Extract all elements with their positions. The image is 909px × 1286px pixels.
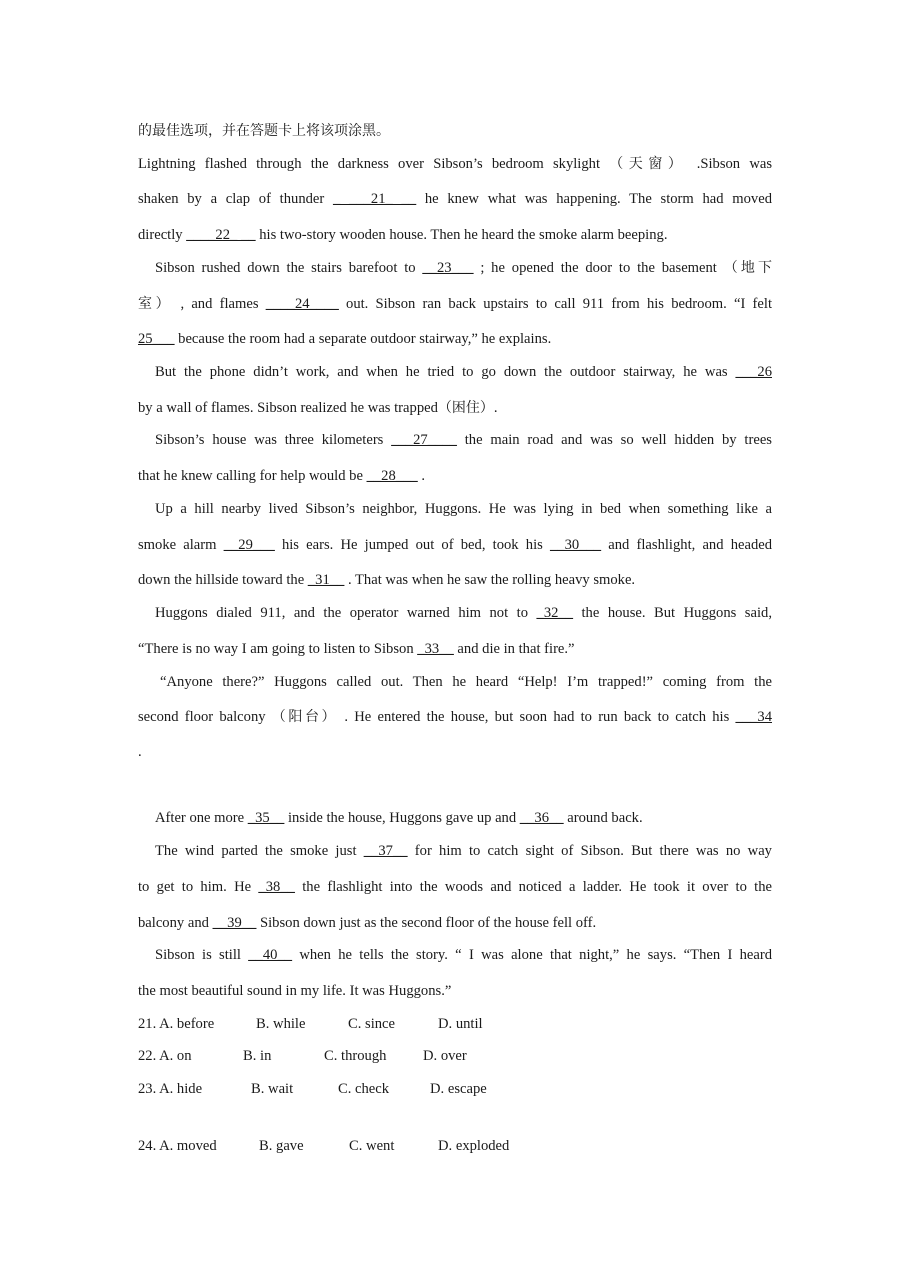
- text: But the phone didn’t work, and when he tried to go down the outdoor stairway, he was: [155, 364, 728, 380]
- text: because the room had a separate outdoor stairway,” he explains.: [178, 331, 552, 347]
- passage-line: [138, 913, 772, 933]
- text: Sibson is still: [155, 947, 241, 963]
- text: “Anyone there?” Huggons called out. Then he heard “Help! I’m trapped!” coming from the: [160, 674, 772, 690]
- text: he knew what was happening. The storm had moved: [424, 191, 772, 207]
- text: . That was when he saw the rolling heavy smoke.: [347, 572, 636, 588]
- blank-40: __40__: [248, 947, 293, 963]
- text: , and flames: [180, 296, 259, 312]
- blank-32: _32__: [536, 605, 573, 621]
- gloss: 室）: [138, 296, 174, 312]
- text: .Sibson was: [696, 156, 772, 172]
- passage-line: [155, 603, 772, 623]
- instruction-text: 的最佳选项，并在答题卡上将该项涂黑。: [138, 123, 390, 139]
- blank-39: __39__: [212, 915, 257, 931]
- option-d: D. over: [423, 1048, 467, 1064]
- passage-line: [138, 981, 772, 1001]
- blank-26: ___26: [735, 364, 772, 380]
- passage-line: [155, 841, 772, 861]
- blank-24: ____24____: [265, 296, 339, 312]
- text: .: [493, 400, 498, 416]
- passage-line: [138, 742, 772, 762]
- blank-30: __30___: [550, 537, 602, 553]
- option-a: 23. A. hide: [138, 1081, 203, 1097]
- passage-line: [138, 570, 772, 590]
- passage-line: [138, 154, 772, 174]
- text: .: [138, 744, 142, 760]
- blank-33: _33__: [417, 641, 454, 657]
- text: Lightning flashed through the darkness over Sibson’s bedroom skylight: [138, 156, 601, 172]
- blank-22: ____22_ __: [186, 227, 256, 243]
- passage-line: [138, 535, 772, 555]
- option-d: D. until: [438, 1016, 483, 1032]
- gloss: （困住）: [437, 400, 494, 416]
- passage-line: [138, 225, 772, 245]
- text: that he knew calling for help would be: [138, 468, 363, 484]
- blank-34: ___34: [735, 709, 772, 725]
- passage-line: [155, 430, 772, 450]
- text: his ears. He jumped out of bed, took his: [281, 537, 543, 553]
- text: Huggons dialed 911, and the operator warned him not to: [155, 605, 529, 621]
- option-b: B. in: [243, 1048, 272, 1064]
- text: shaken by a clap of thunder: [138, 191, 325, 207]
- option-c: C. check: [338, 1081, 390, 1097]
- text: the house. But Huggons said,: [581, 605, 772, 621]
- option-d: D. exploded: [438, 1138, 510, 1154]
- text: out. Sibson ran back upstairs to call 911 from his bedroom. “I felt: [346, 296, 772, 312]
- text: around back.: [567, 810, 643, 826]
- passage-line: [155, 808, 772, 828]
- text: Sibson’s house was three kilometers: [155, 432, 384, 448]
- text: Up a hill nearby lived Sibson’s neighbor, Huggons. He was lying in bed when something like a: [155, 501, 772, 517]
- option-b: B. gave: [259, 1138, 304, 1154]
- text: . He entered the house, but soon had to run back to catch his: [344, 709, 730, 725]
- passage-line: [138, 329, 772, 349]
- text: smoke alarm: [138, 537, 217, 553]
- text: The wind parted the smoke just: [155, 843, 357, 859]
- passage-line: [138, 877, 772, 897]
- passage-line: [138, 398, 772, 418]
- passage-line: [138, 466, 772, 486]
- option-a: 21. A. before: [138, 1016, 215, 1032]
- passage-line: [155, 499, 772, 519]
- text: by a wall of flames. Sibson realized he was trapped: [138, 400, 438, 416]
- text: to get to him. He: [138, 879, 252, 895]
- blank-31: _31__: [307, 572, 345, 588]
- blank-36: __36__: [519, 810, 564, 826]
- text: inside the house, Huggons gave up and: [287, 810, 517, 826]
- passage-line: [138, 189, 772, 209]
- text: “There is no way I am going to listen to Sibson: [138, 641, 414, 657]
- passage-line: [138, 639, 772, 659]
- option-b: B. while: [256, 1016, 306, 1032]
- option-a: 22. A. on: [138, 1048, 192, 1064]
- option-d: D. escape: [430, 1081, 487, 1097]
- blank-38: _38__: [258, 879, 295, 895]
- passage-line: [155, 258, 772, 278]
- text: directly: [138, 227, 183, 243]
- option-c: C. through: [324, 1048, 387, 1064]
- passage-line: [160, 672, 772, 692]
- text: balcony and: [138, 915, 209, 931]
- blank-37: __37__: [363, 843, 408, 859]
- blank-29: __29___: [223, 537, 275, 553]
- text: ; he opened the door to the basement: [480, 260, 717, 276]
- text: the main road and was so well hidden by trees: [464, 432, 772, 448]
- option-b: B. wait: [251, 1081, 294, 1097]
- text: After one more: [155, 810, 245, 826]
- gloss: （天窗）: [609, 156, 688, 172]
- blank-35: _35__: [247, 810, 285, 826]
- blank-27: ___27____: [391, 432, 457, 448]
- text: down the hillside toward the: [138, 572, 305, 588]
- text: for him to catch sight of Sibson. But there was no way: [414, 843, 772, 859]
- text: the most beautiful sound in my life. It was Huggons.”: [138, 983, 452, 999]
- text: when he tells the story. “ I was alone that night,” he says. “Then I heard: [299, 947, 772, 963]
- gloss: （地下: [723, 260, 772, 276]
- blank-25: 25___: [138, 331, 175, 347]
- text: the flashlight into the woods and noticed a ladder. He took it over to the: [302, 879, 772, 895]
- text: .: [421, 468, 425, 484]
- passage-line: [155, 362, 772, 382]
- passage-line: [138, 707, 772, 727]
- option-a: 24. A. moved: [138, 1138, 217, 1154]
- text: Sibson rushed down the stairs barefoot to: [155, 260, 416, 276]
- blank-21: _ ___21_ __: [333, 191, 417, 207]
- blank-23: __23___: [422, 260, 474, 276]
- passage-line: [155, 945, 772, 965]
- blank-28: __28___: [366, 468, 418, 484]
- option-c: C. since: [348, 1016, 396, 1032]
- passage-line: [138, 294, 772, 314]
- gloss: （阳台）: [271, 709, 339, 725]
- text: second floor balcony: [138, 709, 266, 725]
- text: Sibson down just as the second floor of the house fell off.: [260, 915, 597, 931]
- text: and die in that fire.”: [457, 641, 575, 657]
- option-c: C. went: [349, 1138, 395, 1154]
- text: and flashlight, and headed: [608, 537, 772, 553]
- text: his two-story wooden house. Then he heard the smoke alarm beeping.: [259, 227, 668, 243]
